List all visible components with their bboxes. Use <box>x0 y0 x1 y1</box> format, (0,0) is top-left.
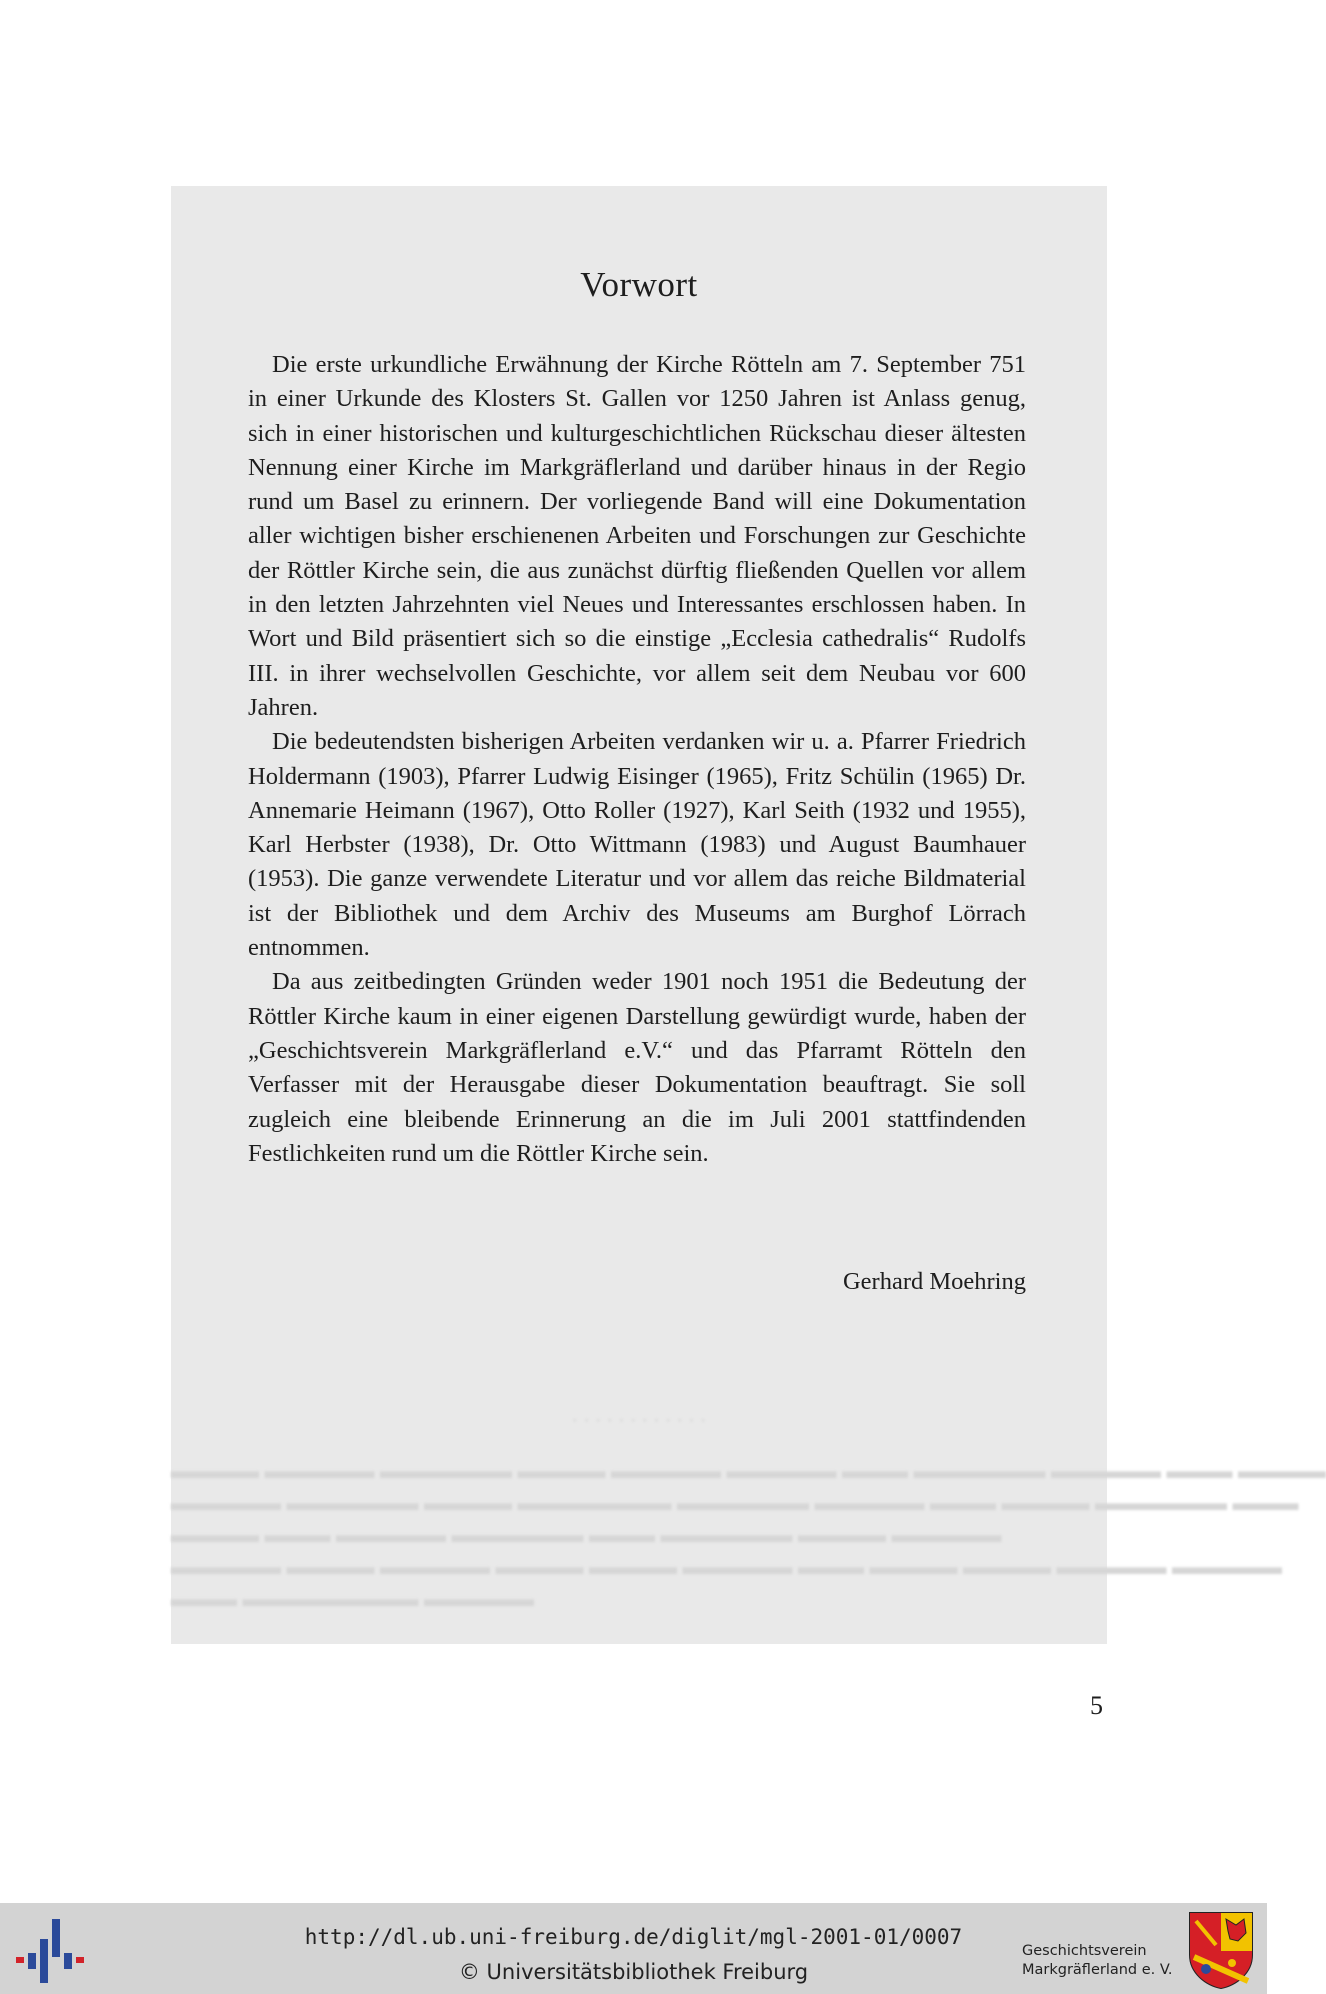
coat-of-arms-icon[interactable] <box>1188 1911 1254 1989</box>
document-url-link[interactable]: http://dl.ub.uni-freiburg.de/diglit/mgl-2001-01/0007 <box>304 1925 963 1949</box>
footer-bar <box>0 1903 1267 1994</box>
author-signature: Gerhard Moehring <box>842 1268 1026 1295</box>
society-name-line-2: Markgräflerland e. V. <box>1022 1962 1173 1978</box>
page-number: 5 <box>1090 1691 1103 1720</box>
society-name-line-1: Geschichtsverein <box>1022 1943 1147 1959</box>
paragraph-1: Die erste urkundliche Erwähnung der Kirche Rötteln am 7. September 751 in einer Urkunde des Klosters St. Gallen vor 1250 Jahren ist Anlass genug, sich in einer historischen und kulturgeschichtlichen Rückschau dieser ältesten Nennung einer Kirche im Markgräflerland und darüber hinaus in der Regio rund um Basel zu erinnern. Der vorliegende Band will eine Dokumentation aller wichtigen bisher erschienenen Arbeiten und Forschungen zur Geschichte der Röttler Kirche sein, die aus zunächst dürftig fließenden Quellen vor allem in den letzten Jahrzehnten viel Neues und Interessantes erschlossen haben. In Wort und Bild präsentiert sich so die einstige „Ecclesia cathedralis“ Rudolfs III. in ihrer wechselvollen Geschichte, vor allem seit dem Neubau vor 600 Jahren. <box>248 351 1026 721</box>
page-title: Vorwort <box>580 265 698 304</box>
paragraph-3: Da aus zeitbedingten Gründen weder 1901 noch 1951 die Bedeutung der Röttler Kirche kaum in einer eigenen Darstellung gewürdigt wurde, haben der „Geschichtsverein Markgräflerland e.V.“ und das Pfarramt Rötteln den Verfasser mit der Herausgabe dieser Dokumentation beauftragt. Sie soll zugleich eine bleibende Erinnerung an die im Juli 2001 stattfindenden Festlichkeiten rund um die Röttler Kirche sein. <box>248 968 1026 1167</box>
copyright-notice: © Universitätsbibliothek Freiburg <box>458 1960 809 1984</box>
paragraph-2: Die bedeutendsten bisherigen Arbeiten verdanken wir u. a. Pfarrer Friedrich Holdermann (1903), Pfarrer Ludwig Eisinger (1965), Fritz Schülin (1965) Dr. Annemarie Heimann (1967), Otto Roller (1927), Karl Seith (1932 und 1955), Karl Herbster (1938), Dr. Otto Wittmann (1983) und August Baumhauer (1953). Die ganze verwendete Literatur und vor allem das reiche Bildmaterial ist der Bibliothek und dem Archiv des Museums am Burghof Lörrach entnommen. <box>248 728 1026 962</box>
show-through-text: · · · · · · · · · · · · ▬▬▬▬ ▬▬▬▬▬ ▬▬▬▬▬▬ ▬▬▬▬ ▬▬▬▬▬ ▬▬▬▬▬ ▬▬▬ ▬▬▬▬▬▬ ▬▬▬▬▬ ▬▬▬ ▬▬▬▬ ▬▬▬▬▬ ▬▬▬▬▬▬ ▬▬▬▬ ▬▬▬▬▬▬▬ ▬▬▬▬▬▬ ▬▬▬▬▬ ▬▬▬ ▬▬▬▬ ▬▬▬▬▬▬ ▬▬▬ ▬▬▬▬ ▬▬▬ ▬▬▬▬▬ ▬▬▬▬▬▬ ▬▬▬ ▬▬▬▬▬▬ ▬▬▬▬ ▬▬▬▬▬ ▬▬▬▬▬ ▬▬▬▬ ▬▬▬▬▬ ▬▬▬▬ ▬▬▬▬ ▬▬▬▬▬ ▬▬▬ ▬▬▬▬ ▬▬▬▬ ▬▬▬▬▬ ▬▬▬▬▬ ▬▬▬ ▬▬▬▬▬▬▬▬ ▬▬▬▬▬ <box>171 1410 1326 1611</box>
body-text <box>248 348 1026 1171</box>
society-name <box>1022 1942 1173 1980</box>
